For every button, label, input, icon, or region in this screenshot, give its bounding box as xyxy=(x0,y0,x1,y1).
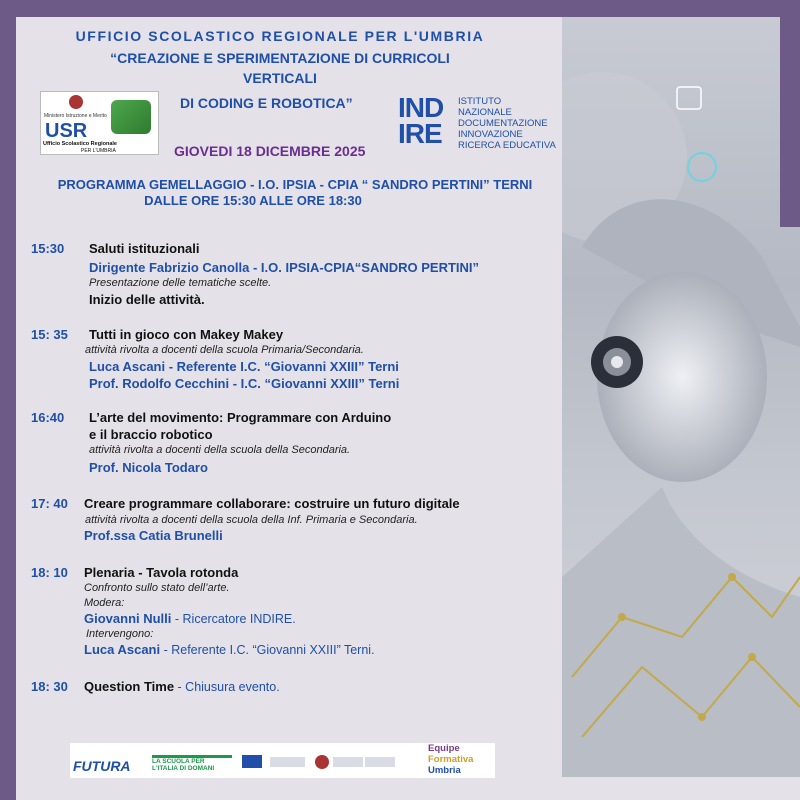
time-slot: 18: 10 xyxy=(31,565,68,580)
indire-mark xyxy=(398,92,444,149)
equipe-formativa-logo xyxy=(428,743,498,778)
moderator-name: Giovanni Nulli xyxy=(84,611,172,626)
umbria-map-icon xyxy=(111,100,151,134)
session-title: Creare programmare collaborare: costruire un futuro digitale xyxy=(84,496,460,511)
session-line xyxy=(84,679,280,694)
efu-line1: Equipe xyxy=(428,743,460,754)
speakers-label: Intervengono: xyxy=(86,628,154,640)
program-hours: DALLE ORE 15:30 ALLE ORE 18:30 xyxy=(144,193,362,208)
session-extra: - Chiusura evento. xyxy=(174,680,280,694)
usr-subtitle2: PER L'UMBRIA xyxy=(81,148,116,154)
session-speaker: Prof. Rodolfo Cecchini - I.C. “Giovanni XXIII” Terni xyxy=(89,376,400,391)
speaker-line xyxy=(84,642,375,657)
session-title: Saluti istituzionali xyxy=(89,241,200,256)
moderator-line xyxy=(84,611,296,626)
indire-line: ISTITUTO xyxy=(458,96,502,107)
session-title: L’arte del movimento: Programmare con Arduino xyxy=(89,410,392,425)
header-title-line3: DI CODING E ROBOTICA” xyxy=(180,95,353,111)
time-slot: 18: 30 xyxy=(31,679,68,694)
session-speaker: Prof. Nicola Todaro xyxy=(89,460,208,475)
session-extra: Inizio delle attività. xyxy=(89,292,205,307)
session-title: Plenaria - Tavola rotonda xyxy=(84,565,239,580)
session-note: attività rivolta a docenti della scuola Primaria/Secondaria. xyxy=(85,344,364,356)
indire-line: NAZIONALE xyxy=(458,107,512,118)
usr-text: USR xyxy=(45,120,88,142)
session-note: Presentazione delle tematiche scelte. xyxy=(89,277,272,289)
session-title: Tutti in gioco con Makey Makey xyxy=(89,327,284,342)
emblem-icon xyxy=(69,95,83,109)
ministry-logo-icon xyxy=(333,757,363,767)
ministry-label: Ministero Istruzione e Merito xyxy=(44,113,107,119)
event-date: GIOVEDI 18 DICEMBRE 2025 xyxy=(174,143,366,159)
indire-text xyxy=(458,96,556,151)
session-speaker: Prof.ssa Catia Brunelli xyxy=(84,528,223,543)
session-note: Confronto sullo stato dell’arte. xyxy=(84,582,230,594)
header-title-line2: VERTICALI xyxy=(243,70,317,86)
eu-flag-icon xyxy=(242,755,262,768)
eu-logo-icon xyxy=(270,757,305,767)
indire-mark-top: IND xyxy=(398,92,444,123)
indire-logo xyxy=(398,92,568,151)
time-slot: 15: 35 xyxy=(31,327,68,342)
session-title: Question Time xyxy=(84,679,175,694)
moderator-role: - Ricercatore INDIRE. xyxy=(171,612,296,626)
session-note: attività rivolta a docenti della scuola della Secondaria. xyxy=(89,444,351,456)
emblem-icon xyxy=(315,755,329,769)
frame-band xyxy=(780,17,800,227)
program-title: PROGRAMMA GEMELLAGGIO - I.O. IPSIA - CPIA “ SANDRO PERTINI” TERNI xyxy=(57,177,533,192)
speaker-name: Luca Ascani xyxy=(84,642,161,657)
session-speaker: Luca Ascani - Referente I.C. “Giovanni XXIII” Terni xyxy=(89,359,399,374)
usr-subtitle: Ufficio Scolastico Regionale xyxy=(43,141,117,147)
session-title: e il braccio robotico xyxy=(89,427,213,442)
efu-line3: Umbria xyxy=(428,765,461,776)
indire-line: INNOVAZIONE xyxy=(458,129,523,140)
futura-logo: FUTURA xyxy=(73,758,131,774)
session-speaker: Dirigente Fabrizio Canolla - I.O. IPSIA-CPIA“SANDRO PERTINI” xyxy=(89,260,480,275)
indire-mark-bottom: IRE xyxy=(398,118,442,149)
moderator-label: Modera: xyxy=(84,597,125,609)
session-note: attività rivolta a docenti della scuola della Inf. Primaria e Secondaria. xyxy=(85,514,418,526)
indire-line: DOCUMENTAZIONE xyxy=(458,118,548,129)
speaker-role: - Referente I.C. “Giovanni XXIII” Terni. xyxy=(160,643,375,657)
efu-line2: Formativa xyxy=(428,754,474,765)
italiadomani-logo-icon xyxy=(365,757,395,767)
usr-logo xyxy=(40,91,159,155)
time-slot: 17: 40 xyxy=(31,496,68,511)
time-slot: 15:30 xyxy=(31,241,65,256)
scuola-logo: LA SCUOLA PER L'ITALIA DI DOMANI xyxy=(152,755,232,776)
header-title-line1: “CREAZIONE E SPERIMENTAZIONE DI CURRICOLI xyxy=(110,50,450,66)
header-office: UFFICIO SCOLASTICO REGIONALE PER L'UMBRIA xyxy=(75,28,485,44)
robot-illustration xyxy=(562,17,800,777)
robot-graphic xyxy=(562,17,800,777)
time-slot: 16:40 xyxy=(31,410,65,425)
indire-line: RICERCA EDUCATIVA xyxy=(458,140,556,151)
